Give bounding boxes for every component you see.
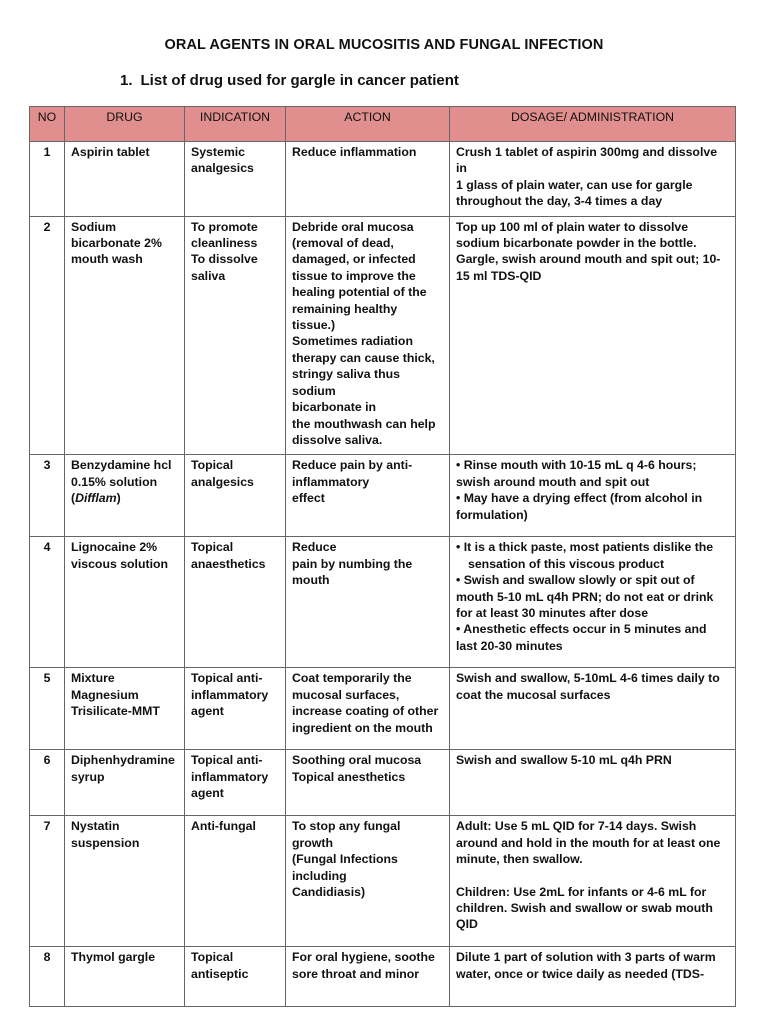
cell-line: remaining healthy tissue.) <box>292 301 398 333</box>
cell-no: 4 <box>30 537 65 668</box>
cell-line: including <box>292 868 347 883</box>
table-row <box>30 142 736 217</box>
cell-action <box>286 537 450 668</box>
table-row <box>30 816 736 947</box>
cell-dosage <box>450 816 736 947</box>
cell-line: swish around mouth and spit out <box>456 474 650 489</box>
column-header-action: ACTION <box>286 107 450 142</box>
cell-line: Dilute 1 part of solution with 3 parts of warm <box>456 950 716 965</box>
cell-line: throughout the day, 3-4 times a day <box>456 194 663 209</box>
cell-drug <box>65 947 185 1007</box>
cell-line: Reduce inflammation <box>292 145 417 159</box>
cell-line: tissue to improve the <box>292 268 416 283</box>
cell-line: effect <box>292 491 325 506</box>
cell-line: around and hold in the mouth for at least one <box>456 835 721 850</box>
cell-line: mouth 5-10 mL q4h PRN; do not eat or drink <box>456 589 714 604</box>
table-row <box>30 750 736 816</box>
cell-line: bicarbonate in <box>292 400 377 415</box>
table-body <box>30 142 736 1007</box>
cell-line: inflammatory <box>292 474 370 489</box>
cell-dosage <box>450 455 736 537</box>
cell-line: QID <box>456 917 478 932</box>
cell-line: viscous solution <box>71 556 169 571</box>
cell-no: 7 <box>30 816 65 947</box>
cell-line: water, once or twice daily as needed (TDS- <box>456 966 705 981</box>
column-header-no: NO <box>30 107 65 142</box>
cell-line: To promote <box>191 219 258 234</box>
cell-line: analgesics <box>191 474 254 489</box>
cell-line: Sometimes radiation <box>292 334 413 349</box>
cell-line: the mouthwash can help <box>292 416 436 431</box>
cell-line: for at least 30 minutes after dose <box>456 605 649 620</box>
cell-line: Magnesium <box>71 687 139 702</box>
cell-line: Soothing oral mucosa <box>292 753 422 768</box>
cell-line: Benzydamine hcl <box>71 458 172 473</box>
cell-no: 3 <box>30 455 65 537</box>
cell-line: last 20-30 minutes <box>456 638 563 653</box>
cell-line: therapy can cause thick, <box>292 350 435 365</box>
cell-line: Nystatin <box>71 819 120 834</box>
cell-line: Gargle, swish around mouth and spit out; 10- <box>456 252 721 267</box>
cell-no: 6 <box>30 750 65 816</box>
cell-line: inflammatory <box>191 687 269 702</box>
cell-line: Reduce pain by anti- <box>292 458 413 473</box>
cell-dosage <box>450 668 736 750</box>
cell-line: Thymol gargle <box>71 950 156 965</box>
cell-action <box>286 142 450 217</box>
cell-line: Swish and swallow, 5-10mL 4-6 times daily to <box>456 671 720 686</box>
cell-drug <box>65 455 185 537</box>
cell-line: Sodium <box>71 219 117 234</box>
cell-drug <box>65 750 185 816</box>
cell-line: agent <box>191 786 224 801</box>
cell-line: ingredient on the mouth <box>292 720 433 735</box>
cell-line: suspension <box>71 835 140 850</box>
cell-line: • It is a thick paste, most patients dislike the <box>456 540 714 555</box>
cell-line: formulation) <box>456 507 528 522</box>
cell-line: (Fungal Infections <box>292 852 398 867</box>
cell-drug <box>65 216 185 455</box>
cell-line: • Anesthetic effects occur in 5 minutes and <box>456 622 707 637</box>
cell-no: 8 <box>30 947 65 1007</box>
cell-line: mouth wash <box>71 252 143 267</box>
cell-line: Anti-fungal <box>191 819 256 834</box>
cell-line: coat the mucosal surfaces <box>456 687 611 702</box>
cell-line: • Swish and swallow slowly or spit out of <box>456 573 695 588</box>
cell-line: syrup <box>71 769 105 784</box>
table-row <box>30 216 736 455</box>
cell-indication <box>185 142 286 217</box>
column-header-dosage: DOSAGE/ ADMINISTRATION <box>450 107 736 142</box>
cell-line: Debride oral mucosa <box>292 219 414 234</box>
cell-indication <box>185 455 286 537</box>
cell-line: anaesthetics <box>191 556 266 571</box>
cell-line: mucosal surfaces, <box>292 687 400 702</box>
cell-line: Adult: Use 5 mL QID for 7-14 days. Swish <box>456 819 697 834</box>
cell-line: sensation of this viscous product <box>468 556 665 571</box>
table-row <box>30 537 736 668</box>
cell-line: Topical <box>191 458 234 473</box>
cell-line: Lignocaine 2% <box>71 540 158 555</box>
cell-line: minute, then swallow. <box>456 852 583 867</box>
cell-dosage <box>450 537 736 668</box>
cell-indication <box>185 537 286 668</box>
column-header-indication: INDICATION <box>185 107 286 142</box>
cell-line: For oral hygiene, soothe <box>292 950 435 965</box>
cell-line: Topical anti- <box>191 671 263 686</box>
column-header-drug: DRUG <box>65 107 185 142</box>
cell-line: cleanliness <box>191 236 258 251</box>
cell-line: 1 glass of plain water, can use for gargle <box>456 177 693 192</box>
cell-indication <box>185 816 286 947</box>
table-row <box>30 947 736 1007</box>
drug-table <box>29 106 736 1007</box>
cell-line: Topical <box>191 540 234 555</box>
cell-line: Candidiasis) <box>292 884 366 899</box>
cell-line: antiseptic <box>191 966 249 981</box>
cell-action <box>286 947 450 1007</box>
cell-line: Diphenhydramine <box>71 753 175 768</box>
cell-dosage <box>450 142 736 217</box>
section-number: 1. <box>120 72 133 89</box>
cell-drug <box>65 142 185 217</box>
cell-line: • May have a drying effect (from alcohol in <box>456 491 703 506</box>
cell-dosage <box>450 947 736 1007</box>
table-row <box>30 668 736 750</box>
cell-line: damaged, or infected <box>292 252 416 267</box>
cell-line: increase coating of other <box>292 704 439 719</box>
cell-line: Aspirin tablet <box>71 145 150 159</box>
cell-no: 5 <box>30 668 65 750</box>
cell-indication <box>185 750 286 816</box>
table-row <box>30 455 736 537</box>
cell-line: children. Swish and swallow or swab mouth <box>456 900 713 915</box>
cell-line: dissolve saliva. <box>292 432 383 447</box>
cell-line: Coat temporarily the <box>292 671 412 686</box>
cell-line: Crush 1 tablet of aspirin 300mg and dissolve in <box>456 145 718 176</box>
cell-line: agent <box>191 704 224 719</box>
cell-line: Swish and swallow 5-10 mL q4h PRN <box>456 753 672 768</box>
cell-drug <box>65 668 185 750</box>
paragraph-gap <box>456 868 729 884</box>
cell-line: To stop any fungal growth <box>292 819 401 850</box>
cell-line: Systemic <box>191 145 246 159</box>
cell-line: bicarbonate 2% <box>71 236 162 251</box>
cell-no: 1 <box>30 142 65 217</box>
cell-line: mouth <box>292 573 330 588</box>
cell-line: healing potential of the <box>292 285 427 300</box>
cell-drug <box>65 537 185 668</box>
cell-dosage <box>450 216 736 455</box>
cell-line: sore throat and minor <box>292 966 420 981</box>
cell-line: inflammatory <box>191 769 269 784</box>
cell-no: 2 <box>30 216 65 455</box>
document-title: ORAL AGENTS IN ORAL MUCOSITIS AND FUNGAL INFECTION <box>164 37 604 53</box>
section-heading-text: List of drug used for gargle in cancer patient <box>140 72 459 89</box>
cell-line: sodium bicarbonate powder in the bottle. <box>456 236 697 251</box>
cell-indication <box>185 947 286 1007</box>
cell-line: Topical <box>191 950 234 965</box>
section-heading <box>120 72 459 89</box>
cell-action <box>286 216 450 455</box>
cell-line: analgesics <box>191 161 254 176</box>
cell-line: To dissolve <box>191 252 258 267</box>
cell-line: Mixture <box>71 671 115 686</box>
cell-line: • Rinse mouth with 10-15 mL q 4-6 hours; <box>456 458 697 473</box>
cell-action <box>286 750 450 816</box>
cell-line: stringy saliva thus sodium <box>292 367 400 398</box>
cell-line: (Difflam) <box>71 491 121 506</box>
cell-action <box>286 816 450 947</box>
cell-line: Top up 100 ml of plain water to dissolve <box>456 219 689 234</box>
cell-action <box>286 668 450 750</box>
brand-name: Difflam <box>75 491 117 506</box>
cell-drug <box>65 816 185 947</box>
cell-line: 0.15% solution <box>71 474 158 489</box>
cell-indication <box>185 216 286 455</box>
cell-line: 15 ml TDS-QID <box>456 268 542 283</box>
cell-line: Topical anti- <box>191 753 263 768</box>
cell-line: Trisilicate-MMT <box>71 704 160 719</box>
cell-indication <box>185 668 286 750</box>
table-header-row <box>30 107 736 142</box>
cell-line: saliva <box>191 268 226 283</box>
cell-line: Topical anesthetics <box>292 769 406 784</box>
cell-action <box>286 455 450 537</box>
cell-line: Reduce <box>292 540 337 555</box>
cell-dosage <box>450 750 736 816</box>
cell-line: pain by numbing the <box>292 556 413 571</box>
cell-line: Children: Use 2mL for infants or 4-6 mL for <box>456 884 707 899</box>
cell-line: (removal of dead, <box>292 236 394 251</box>
